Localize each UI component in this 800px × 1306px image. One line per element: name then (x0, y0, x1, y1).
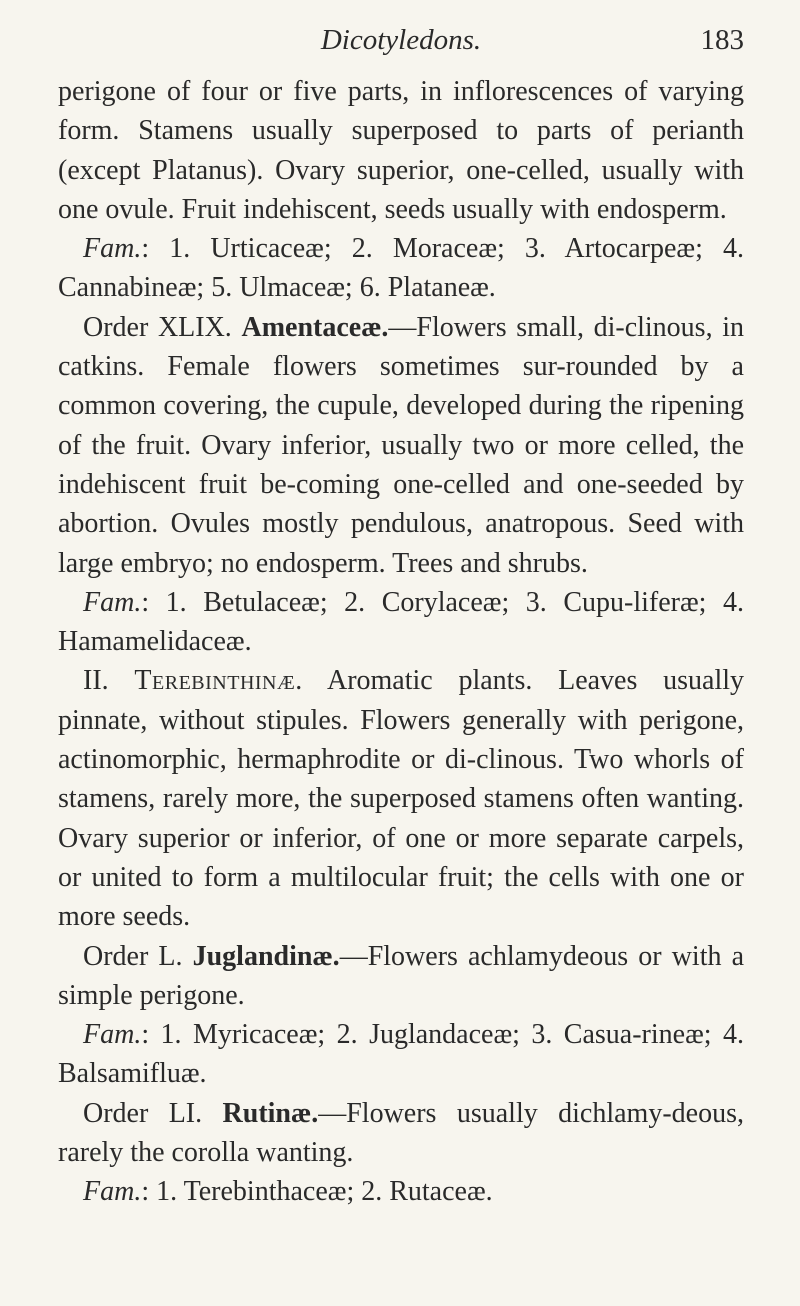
body-text (58, 72, 744, 1212)
fam-label: Fam. (83, 233, 142, 265)
text-segment: Order LI. (83, 1097, 223, 1129)
group-name: Terebinthinæ. (134, 665, 303, 697)
paragraph-8-order-rutinae (58, 1094, 744, 1173)
fam-label: Fam. (83, 1176, 142, 1208)
paragraph-1 (58, 72, 744, 229)
text-segment: —Flowers achlamydeous or with a simple perigone. (58, 940, 745, 1011)
text-segment: II. (83, 665, 135, 697)
fam-label: Fam. (83, 1019, 142, 1051)
paragraph-3-order-amentaceae (58, 308, 744, 583)
paragraph-7-families (58, 1015, 744, 1094)
page-number: 183 (700, 24, 744, 56)
text-segment: Aromatic plants. Leaves usually pinnate, without stipules. Flowers generally with perigone, actinomorphic, hermaphrodite or di-clinous. Two whorls of stamens, rarely more, the superposed stamens often wanting. Ovary superior or inferior, of one or more separate carpels, or united to form a multilocular fruit; the cells with one or more seeds. (58, 665, 744, 933)
text-segment: perigone of four or five parts, in inflorescences of varying form. Stamens usually superposed to parts of perianth (except Platanus). Ovary superior, one-celled, usually with one ovule. Fruit indehiscent, seeds usually with endosperm. (58, 76, 744, 225)
paragraph-4-families (58, 583, 744, 662)
paragraph-9-families (58, 1172, 744, 1211)
text-segment: : 1. Urticaceæ; 2. Moraceæ; 3. Artocarpeæ; 4. Cannabineæ; 5. Ulmaceæ; 6. Plataneæ. (58, 233, 744, 304)
running-title: Dicotyledons. (320, 24, 482, 56)
order-name: Juglandinæ. (192, 940, 340, 972)
fam-label: Fam. (83, 586, 142, 618)
order-name: Rutinæ. (222, 1097, 319, 1129)
text-segment: Order L. (83, 940, 193, 972)
text-segment: —Flowers small, di-clinous, in catkins. Female flowers sometimes sur-rounded by a common covering, the cupule, developed during the ripening of the fruit. Ovary inferior, usually two or more celled, the indehiscent fruit be-coming one-celled and one-seeded by abortion. Ovules mostly pendulous, anatropous. Seed with large embryo; no endosperm. Trees and shrubs. (58, 311, 745, 579)
paragraph-6-order-juglandinae (58, 937, 744, 1016)
paragraph-5-terebinthinae (58, 661, 744, 936)
text-segment: : 1. Betulaceæ; 2. Corylaceæ; 3. Cupu-liferæ; 4. Hamamelidaceæ. (58, 586, 744, 658)
order-name: Amentaceæ. (241, 311, 389, 343)
text-segment: : 1. Terebinthaceæ; 2. Rutaceæ. (141, 1176, 493, 1208)
text-segment: : 1. Myricaceæ; 2. Juglandaceæ; 3. Casua-rineæ; 4. Balsamifluæ. (58, 1019, 744, 1090)
page-header (58, 20, 744, 64)
text-segment: —Flowers usually dichlamy-deous, rarely the corolla wanting. (58, 1097, 744, 1169)
paragraph-2-families (58, 229, 744, 308)
text-segment: Order XLIX. (83, 311, 242, 343)
